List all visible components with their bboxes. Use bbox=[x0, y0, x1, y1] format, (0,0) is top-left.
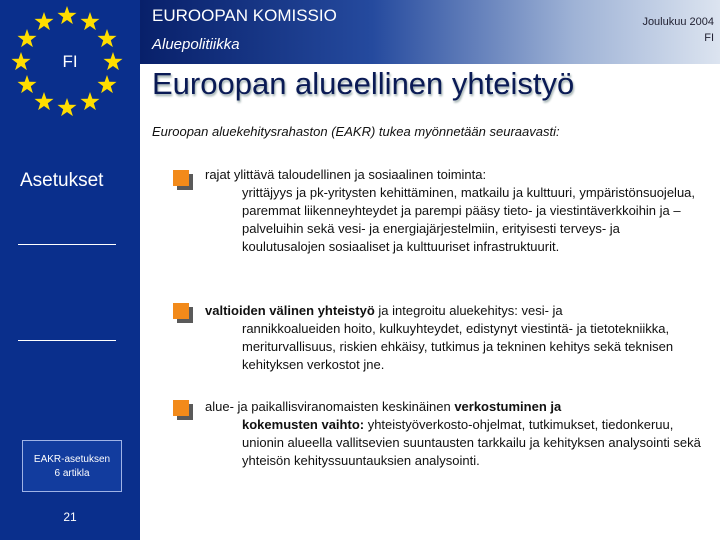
reference-line: EAKR-asetuksen bbox=[33, 454, 111, 465]
intro-text: Euroopan aluekehitysrahaston (EAKR) tukea myönnetään seuraavasti: bbox=[152, 124, 560, 139]
item-text: yhteistyöverkosto-ohjelmat, tutkimukset, tiedonkeruu, unionin alueella vallitsevien suuntausten tarkkailu ja kehityksen analysointi sekä yhteisön kehityssuuntauksien analysointi. bbox=[242, 417, 701, 468]
bullet-icon bbox=[173, 303, 189, 319]
reference-box bbox=[22, 440, 122, 492]
header-banner bbox=[140, 0, 720, 64]
language-code: FI bbox=[704, 32, 714, 44]
date-text: Joulukuu 2004 bbox=[642, 16, 714, 28]
item-lead-bold: valtioiden välinen yhteistyö bbox=[205, 303, 375, 318]
item-lead: alue- ja paikallisviranomaisten keskinäinen bbox=[205, 399, 455, 414]
page-title: Euroopan alueellinen yhteistyö bbox=[152, 66, 575, 101]
item-lead: ja integroitu aluekehitys: vesi- ja bbox=[374, 303, 563, 318]
section-label: Asetukset bbox=[20, 170, 104, 191]
item-text: yrittäjyys ja pk-yritysten kehittäminen, matkailu ja kulttuuri, ympäristönsuojelua, paremmat liikenneyhteydet ja parempi pääsy tieto- ja viestintäverkkoihin ja –palveluihin sekä vesi- ja energiajärjestelmiin, erityisesti terveys- ja koulutusalojen sosiaaliset ja kulttuuriset infrastruktuurit. bbox=[242, 185, 696, 254]
country-code: FI bbox=[62, 52, 78, 71]
list-item bbox=[205, 302, 705, 374]
bullet-icon bbox=[173, 400, 189, 416]
list-item bbox=[205, 398, 705, 470]
list-item bbox=[205, 166, 705, 256]
item-lead-bold: verkostuminen ja bbox=[454, 399, 562, 414]
sidebar bbox=[0, 0, 140, 540]
item-text: rannikkoalueiden hoito, kulkuyhteydet, edistynyt viestintä- ja tietotekniikka, meriturvallisuus, riskien ehkäisy, tutkimus ja tekninen kehitys sekä teknisen kehityksen verkostot jne. bbox=[242, 321, 674, 372]
item-lead: rajat ylittävä taloudellinen ja sosiaalinen toiminta: bbox=[205, 167, 487, 182]
divider bbox=[18, 244, 116, 245]
item-text-bold: kokemusten vaihto: bbox=[242, 417, 365, 432]
bullet-icon bbox=[173, 170, 189, 186]
department-name: Aluepolitiikka bbox=[152, 36, 240, 53]
organization-name: EUROOPAN KOMISSIO bbox=[152, 6, 337, 25]
date-label bbox=[642, 14, 714, 46]
divider bbox=[18, 340, 116, 341]
reference-line: 6 artikla bbox=[54, 468, 90, 479]
page-number: 21 bbox=[63, 510, 77, 524]
